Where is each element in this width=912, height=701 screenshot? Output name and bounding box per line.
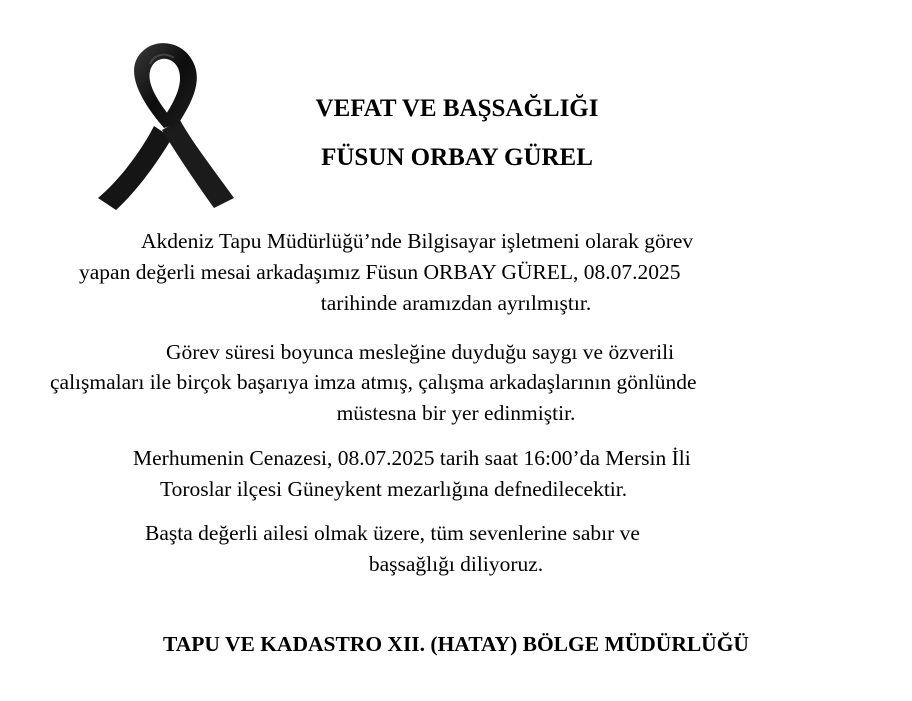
- paragraph-2-line-3: müstesna bir yer edinmiştir.: [336, 401, 576, 425]
- paragraph-4-line-2: başsağlığı diliyoruz.: [368, 552, 544, 576]
- organization-signature: TAPU VE KADASTRO XII. (HATAY) BÖLGE MÜDÜRLÜĞÜ: [163, 632, 749, 656]
- paragraph-1-line-2: yapan değerli mesai arkadaşımız Füsun ORBAY GÜREL, 08.07.2025: [79, 260, 681, 284]
- paragraph-3-line-2: Toroslar ilçesi Güneykent mezarlığına defnedilecektir.: [160, 477, 628, 501]
- page-title: VEFAT VE BAŞSAĞLIĞI: [315, 95, 599, 122]
- deceased-name: FÜSUN ORBAY GÜREL: [321, 144, 593, 171]
- paragraph-1-line-3: tarihinde aramızdan ayrılmıştır.: [320, 291, 592, 315]
- paragraph-3-line-1: Merhumenin Cenazesi, 08.07.2025 tarih saat 16:00’da Mersin İli: [133, 446, 691, 470]
- paragraph-4-line-1: Başta değerli ailesi olmak üzere, tüm sevenlerine sabır ve: [145, 521, 640, 545]
- mourning-ribbon-icon: [92, 38, 242, 216]
- paragraph-2-line-2: çalışmaları ile birçok başarıya imza atmış, çalışma arkadaşlarının gönlünde: [50, 370, 697, 394]
- paragraph-1-line-1: Akdeniz Tapu Müdürlüğü’nde Bilgisayar işletmeni olarak görev: [141, 229, 694, 253]
- paragraph-2-line-1: Görev süresi boyunca mesleğine duyduğu saygı ve özverili: [166, 340, 675, 364]
